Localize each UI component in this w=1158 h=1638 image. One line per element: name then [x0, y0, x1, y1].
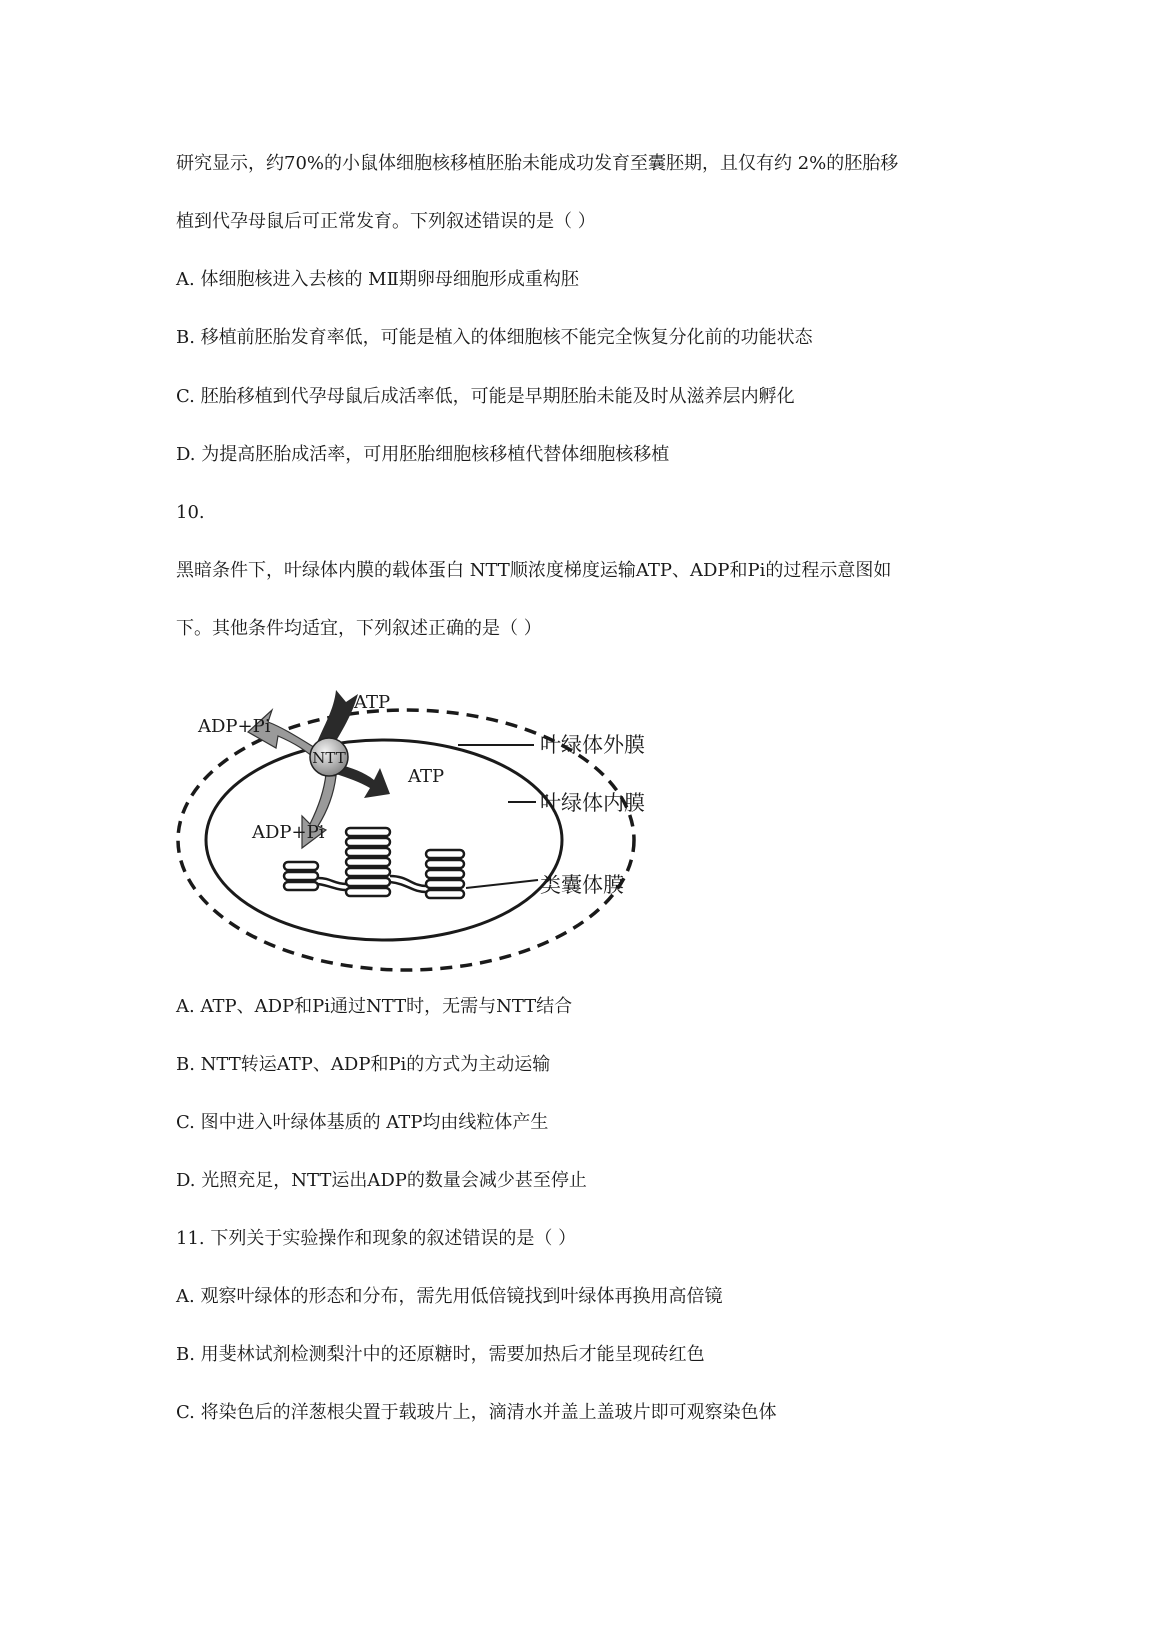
q9-stem-line2: 植到代孕母鼠后可正常发育。下列叙述错误的是（ ） — [176, 211, 596, 232]
q11-option-a: A. 观察叶绿体的形态和分布，需先用低倍镜找到叶绿体再换用高倍镜 — [176, 1286, 723, 1307]
q9-option-c: C. 胚胎移植到代孕母鼠后成活率低，可能是早期胚胎未能及时从滋养层内孵化 — [176, 386, 795, 407]
label-inner-membrane: 叶绿体内膜 — [540, 791, 645, 815]
q9-option-d: D. 为提高胚胎成活率，可用胚胎细胞核移植代替体细胞核移植 — [176, 444, 670, 465]
q9-stem-line1: 研究显示，约70%的小鼠体细胞核移植胚胎未能成功发育至囊胚期，且仅有约 2%的胚胎移 — [176, 153, 899, 174]
label-atp-top: ATP — [354, 692, 391, 713]
label-adp-pi-left: ADP+Pi — [198, 716, 271, 737]
q11-option-b: B. 用斐林试剂检测梨汁中的还原糖时，需要加热后才能呈现砖红色 — [176, 1344, 705, 1365]
q10-option-a: A. ATP、ADP和Pi通过NTT时，无需与NTT结合 — [176, 996, 573, 1017]
chloroplast-ntt-diagram — [176, 690, 696, 1000]
q10-option-d: D. 光照充足，NTT运出ADP的数量会减少甚至停止 — [176, 1170, 587, 1191]
label-ntt: NTT — [312, 749, 346, 767]
label-thylakoid: 类囊体膜 — [540, 873, 624, 897]
q10-stem-line2: 下。其他条件均适宜，下列叙述正确的是（ ） — [176, 618, 542, 639]
leader-thylakoid — [466, 880, 538, 888]
q9-option-a: A. 体细胞核进入去核的 MⅡ期卵母细胞形成重构胚 — [176, 269, 579, 290]
label-outer-membrane: 叶绿体外膜 — [540, 733, 645, 757]
q10-number: 10. — [176, 502, 205, 523]
q11-option-c: C. 将染色后的洋葱根尖置于载玻片上，滴清水并盖上盖玻片即可观察染色体 — [176, 1402, 777, 1423]
q11-stem: 11. 下列关于实验操作和现象的叙述错误的是（ ） — [176, 1228, 577, 1249]
q10-option-c: C. 图中进入叶绿体基质的 ATP均由线粒体产生 — [176, 1112, 549, 1133]
q9-option-b: B. 移植前胚胎发育率低，可能是植入的体细胞核不能完全恢复分化前的功能状态 — [176, 327, 813, 348]
q10-stem-line1: 黑暗条件下，叶绿体内膜的载体蛋白 NTT顺浓度梯度运输ATP、ADP和Pi的过程示意图如 — [176, 560, 892, 581]
label-adp-pi-lower: ADP+Pi — [252, 822, 325, 843]
label-atp-right: ATP — [408, 766, 445, 787]
q10-option-b: B. NTT转运ATP、ADP和Pi的方式为主动运输 — [176, 1054, 551, 1075]
